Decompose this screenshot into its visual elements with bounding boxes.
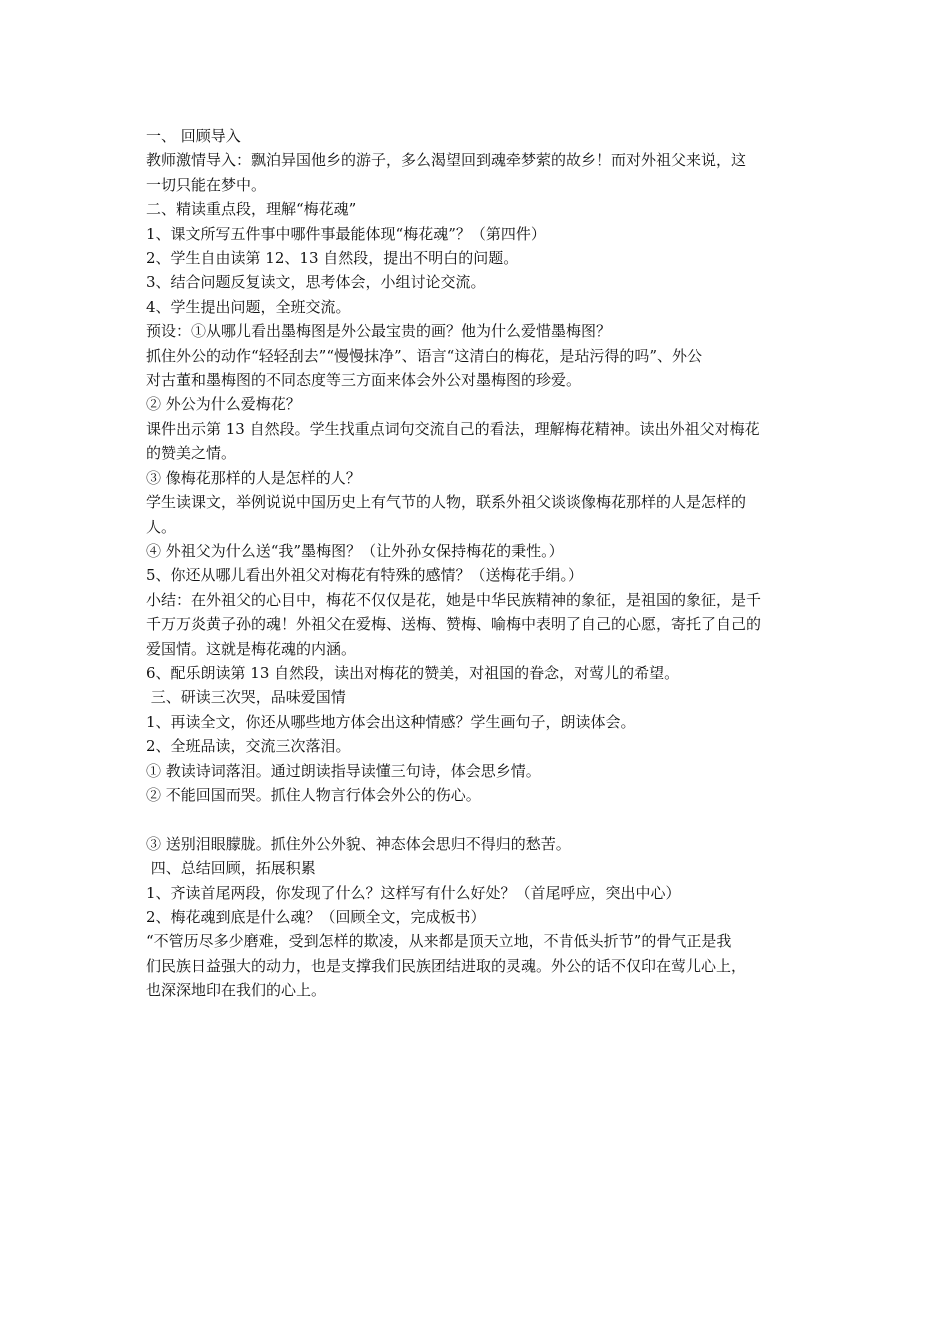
paragraph-line: 小结：在外祖父的心目中，梅花不仅仅是花，她是中华民族精神的象征，是祖国的象征，是千 <box>146 590 762 609</box>
heading-three-cries: 三、研读三次哭，品味爱国情 <box>146 688 346 707</box>
heading-close-reading: 二、精读重点段，理解“梅花魂” <box>146 200 357 219</box>
list-item: 1、再读全文，你还从哪些地方体会出这种情感？学生画句子，朗读体会。 <box>146 712 636 731</box>
list-item: 4、学生提出问题，全班交流。 <box>146 297 351 316</box>
list-item: 2、全班品读，交流三次落泪。 <box>146 737 351 756</box>
paragraph-line: 课件出示第 13 自然段。学生找重点词句交流自己的看法，理解梅花精神。读出外祖父对梅花 <box>146 419 760 438</box>
list-item: 1、课文所写五件事中哪件事最能体现“梅花魂”？（第四件） <box>146 224 546 243</box>
paragraph-line: 对古董和墨梅图的不同态度等三方面来体会外公对墨梅图的珍爱。 <box>146 371 582 390</box>
list-item: ④ 外祖父为什么送“我”墨梅图？（让外孙女保持梅花的秉性。） <box>146 541 564 560</box>
list-item: ① 教读诗词落泪。通过朗读指导读懂三句诗，体会思乡情。 <box>146 761 541 780</box>
paragraph-line: 学生读课文，举例说说中国历史上有气节的人物，联系外祖父谈谈像梅花那样的人是怎样的 <box>146 493 747 512</box>
paragraph-line: 抓住外公的动作“轻轻刮去”“慢慢抹净”、语言“这清白的梅花，是玷污得的吗”、外公 <box>146 346 703 365</box>
list-item: 2、梅花魂到底是什么魂？（回顾全文，完成板书） <box>146 907 486 926</box>
list-item: ② 外公为什么爱梅花？ <box>146 395 301 414</box>
paragraph-line: 人。 <box>146 517 177 536</box>
list-item: ② 不能回国而哭。抓住人物言行体会外公的伤心。 <box>146 785 481 804</box>
paragraph-line: “不管历尽多少磨难，受到怎样的欺凌，从来都是顶天立地，不肯低头折节”的骨气正是我 <box>146 932 732 951</box>
list-item: ③ 像梅花那样的人是怎样的人？ <box>146 468 361 487</box>
list-item: 1、齐读首尾两段，你发现了什么？这样写有什么好处？（首尾呼应，突出中心） <box>146 883 681 902</box>
paragraph-line: 预设：①从哪儿看出墨梅图是外公最宝贵的画？他为什么爱惜墨梅图？ <box>146 322 612 341</box>
paragraph-line: 千万万炎黄子孙的魂！外祖父在爱梅、送梅、赞梅、喻梅中表明了自己的心愿，寄托了自己的 <box>146 615 762 634</box>
blank-line <box>146 807 810 831</box>
heading-review-intro: 一、 回顾导入 <box>146 127 241 145</box>
document-body <box>146 124 810 1003</box>
paragraph-line: 教师激情导入：飘泊异国他乡的游子，多么渴望回到魂牵梦萦的故乡！而对外祖父来说，这 <box>146 151 747 170</box>
list-item: 6、配乐朗读第 13 自然段，读出对梅花的赞美，对祖国的眷念，对莺儿的希望。 <box>146 663 680 682</box>
paragraph-line: 也深深地印在我们的心上。 <box>146 981 327 1000</box>
paragraph-line: 爱国情。这就是梅花魂的内涵。 <box>146 639 357 658</box>
paragraph-line: 的赞美之情。 <box>146 444 237 463</box>
list-item: 2、学生自由读第 12、13 自然段，提出不明白的问题。 <box>146 249 519 268</box>
list-item: ③ 送别泪眼朦胧。抓住外公外貌、神态体会思归不得归的愁苦。 <box>146 834 571 853</box>
paragraph-line: 们民族日益强大的动力，也是支撑我们民族团结进取的灵魂。外公的话不仅印在莺儿心上， <box>146 956 747 975</box>
list-item: 5、你还从哪儿看出外祖父对梅花有特殊的感情？（送梅花手绢。） <box>146 566 584 585</box>
list-item: 3、结合问题反复读文，思考体会，小组讨论交流。 <box>146 273 486 292</box>
heading-summary: 四、总结回顾，拓展积累 <box>146 859 316 878</box>
paragraph-line: 一切只能在梦中。 <box>146 175 267 194</box>
